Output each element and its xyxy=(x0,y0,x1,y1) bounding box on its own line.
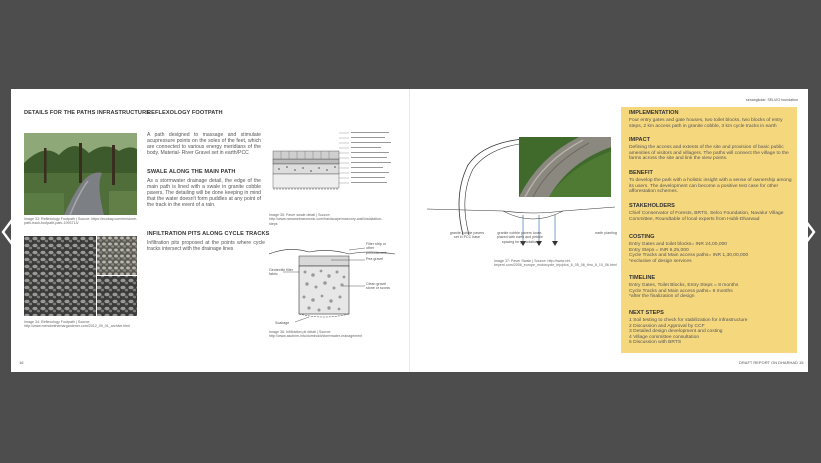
swale-heading: SWALE ALONG THE MAIN PATH xyxy=(147,169,236,175)
page-footer: DRAFT REPORT ON DHARHAD xyxy=(739,360,798,365)
page-gutter xyxy=(409,89,410,372)
reflexology-description: A path designed to massage and stimulate acupressure points on the soles of the feet, which are connected to various energy meridians of the body. Material- River Gravel set in earth/PCC xyxy=(147,132,261,157)
section-title-paths: DETAILS FOR THE PATHS INFRASTRUCTURE xyxy=(24,110,151,116)
right-page-number: 15 xyxy=(799,360,804,365)
timeline-heading: TIMELINE xyxy=(629,275,656,281)
costing-heading: COSTING xyxy=(629,234,655,240)
pit-label-pea-gravel: Pea gravel xyxy=(366,257,384,261)
benefit-heading: BENEFIT xyxy=(629,170,653,176)
left-page-number: 16 xyxy=(19,360,24,365)
label-earth-planting: earth planting xyxy=(595,231,617,235)
label-granite-cobble-loose: granite cobble pavers loose-placed with earth and pebble spacing for percolation xyxy=(497,231,543,244)
pebble-path-photo xyxy=(24,236,137,316)
project-summary-panel xyxy=(621,107,797,353)
implementation-heading: IMPLEMENTATION xyxy=(629,110,679,116)
image-caption-35: Image 35: Paver swale detail | Source: http://www.ramanebrasmonic.com/hardscape/masonry-wall/installation-steps xyxy=(269,213,383,226)
paver-swale-detail-drawing xyxy=(269,129,395,211)
swale-description: As a stormwater drainage detail, the edge of the main path is lined with a swale in granite cobble pavers. The detailing will be done keeping in mind that the water doesn't form puddles at any point of the track in the event of a rain. xyxy=(147,178,261,209)
impact-text: Defining the access and extents of the site and provision of basic public amenities of visitors and villagers. The paths will connect the village to the farms across the site and link the view points. xyxy=(629,145,789,162)
image-caption-36: Image 36: Infiltration pit detail | Source: http://www.asoinim.info/dominoid/stormwater-management xyxy=(269,330,363,339)
header-label: senangkolar: SELVIO foundation xyxy=(745,98,798,102)
infiltration-pits-heading: INFILTRATION PITS ALONG CYCLE TRACKS xyxy=(147,231,270,237)
pit-label-soakage: Soakage xyxy=(275,321,290,325)
next-steps-heading: NEXT STEPS xyxy=(629,310,664,316)
implementation-text: Four entry gates and gate houses, two toilet blocks, two blocks of entry steps, 2 km access path in granite cobble, 3 km cycle tracks in earth xyxy=(629,118,783,129)
section-title-reflexology: REFLEXOLOGY FOOTPATH xyxy=(147,110,223,116)
pit-label-filter-strip: Filter strip or other pretreatment xyxy=(366,242,387,255)
image-caption-33: Image 33: Reflexology Footpath | Source: https://ecobay.com/en/stone-path-track-footpath-park-1993713/ xyxy=(24,217,138,226)
label-granite-cobble-pcc: granite cobble pavers set in PCC base xyxy=(449,231,485,240)
image-caption-37: Image 37: Paver Swale | Source: http://www.virt-beyerri.com/2006_europe_motorcycle_trip/pics_6_05_06_thru_6_10_06.html xyxy=(494,259,617,268)
pit-label-clean-gravel: Clean gravel stone or scoria xyxy=(366,282,390,291)
impact-heading: IMPACT xyxy=(629,137,651,143)
document-spread xyxy=(11,89,808,372)
stakeholders-text: Chief Conservator of Forests, BRTS, Selco Foundation, Navalur Village Committee, Roundtable of local experts from Hubli-Dharwad xyxy=(629,211,784,222)
reflexology-path-photo xyxy=(24,133,137,215)
infiltration-pits-description: Infiltration pits proposed at the points where cycle tracks intersect with the drainage lines xyxy=(147,240,265,253)
benefit-text: To develop the park with a holistic insight with a sense of ownership among its users. The development can become a positive test case for other afforestation schemes. xyxy=(629,178,792,195)
timeline-text: Entry Gates, Toilet Blocks, Entry Steps = 8 months Cycle Tracks and Main access paths= 6 months *after the finalization of design xyxy=(629,283,739,300)
costing-text: Entry Gates and toilet blocks= INR 24,00,000 Entry Steps = INR 6,25,000 Cycle Tracks and Main access paths= INR 1,30,00,000 *exclusive of design services xyxy=(629,242,749,264)
stakeholders-heading: STAKEHOLDERS xyxy=(629,203,675,209)
paver-swale-section-drawing xyxy=(423,135,619,255)
next-steps-text: 1 Soil testing to check for stabilization for infrastructure 2 Discussion and Approval by CCF 3 Detailed design development and costing 4 Village committee consultation 5 Discussion with BRTS xyxy=(629,318,748,346)
infiltration-pit-drawing xyxy=(269,242,395,328)
image-caption-34: Image 34: Reflexology Footpath | Source: http://www.mendonthemargardener.com/2012_09_01_archive.html xyxy=(24,320,131,329)
pit-label-geotextile: Geotextile filter fabric xyxy=(269,268,293,277)
